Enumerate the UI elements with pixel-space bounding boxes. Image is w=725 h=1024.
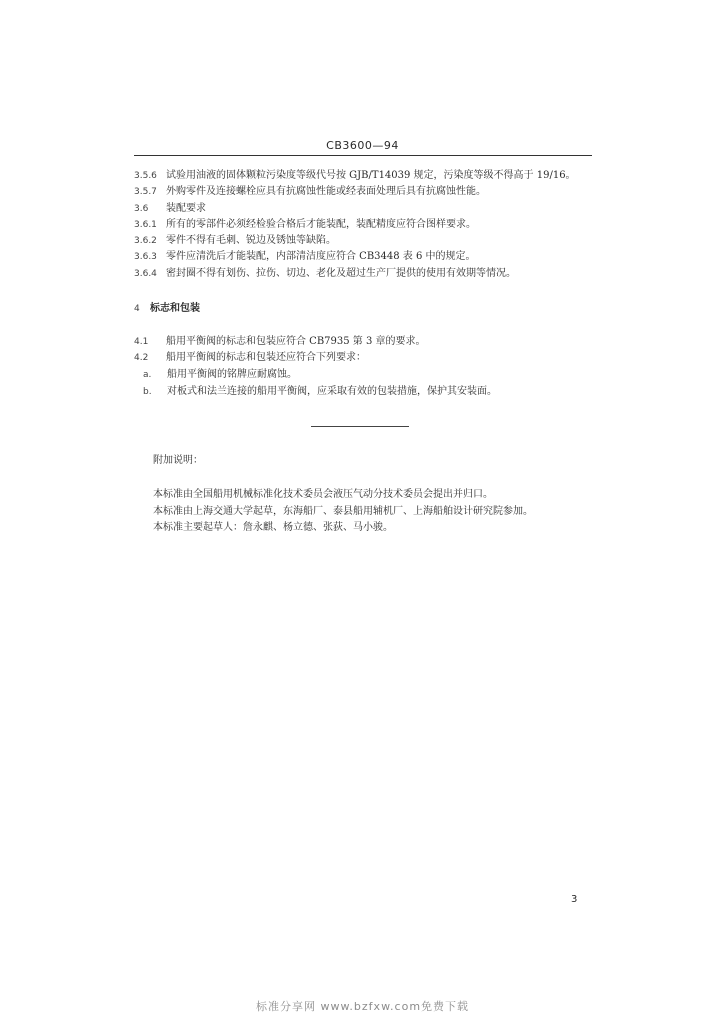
section-number: 4	[134, 304, 140, 314]
clause-4-2	[134, 352, 366, 364]
clause-text: 船用平衡阀的铭牌应耐腐蚀。	[167, 369, 297, 380]
notes-line: 本标准由全国船用机械标准化技术委员会液压气动分技术委员会提出并归口。	[153, 489, 493, 500]
clause-number: b.	[143, 387, 152, 397]
clause-number: 3.6.1	[134, 220, 157, 230]
clause-text: 所有的零部件必须经检验合格后才能装配，装配精度应符合图样要求。	[166, 219, 476, 230]
clause-number: 4.1	[134, 337, 149, 347]
clause-number: 3.5.6	[134, 171, 157, 181]
clause-4-1	[134, 336, 426, 348]
clause-number: 3.6.4	[134, 269, 157, 279]
clause-number: 3.6.3	[134, 252, 157, 262]
clause-number: 3.6.2	[134, 236, 157, 246]
end-rule	[311, 426, 409, 427]
clause-3-5-6	[134, 170, 576, 182]
clause-text: 船用平衡阀的标志和包装还应符合下列要求：	[166, 352, 366, 363]
clause-3-6	[134, 203, 206, 215]
clause-4-2-a	[143, 369, 297, 381]
clause-3-6-3	[134, 251, 476, 263]
notes-line: 本标准由上海交通大学起草，东海船厂、泰县船用辅机厂、上海船舶设计研究院参加。	[153, 506, 533, 517]
clause-text: 密封圈不得有划伤、拉伤、切边、老化及超过生产厂提供的使用有效期等情况。	[166, 268, 516, 279]
header-rule	[134, 155, 592, 156]
clause-text: 零件不得有毛刺、锐边及锈蚀等缺陷。	[166, 235, 336, 246]
clause-4-2-b	[143, 386, 497, 398]
section-4-heading	[134, 303, 200, 315]
clause-text: 装配要求	[166, 203, 206, 214]
clause-number: 3.5.7	[134, 187, 157, 197]
clause-text: 对板式和法兰连接的船用平衡阀，应采取有效的包装措施，保护其安装面。	[167, 386, 497, 397]
clause-text: 试验用油液的固体颗粒污染度等级代号按 GJB/T14039 规定，污染度等级不得高于 19/16。	[166, 170, 576, 181]
section-title: 标志和包装	[150, 303, 200, 314]
notes-line: 本标准主要起草人：詹永麒、杨立德、张荻、马小骏。	[153, 522, 393, 533]
clause-3-6-1	[134, 219, 476, 231]
notes-title: 附加说明：	[153, 455, 203, 466]
clause-3-6-2	[134, 235, 336, 247]
clause-text: 零件应清洗后才能装配，内部清洁度应符合 CB3448 表 6 中的规定。	[166, 251, 476, 262]
clause-3-6-4	[134, 268, 516, 280]
standard-code-header: CB3600—94	[326, 139, 399, 152]
clause-text: 外购零件及连接螺栓应具有抗腐蚀性能或经表面处理后具有抗腐蚀性能。	[166, 186, 486, 197]
clause-3-5-7	[134, 186, 486, 198]
page-number: 3	[571, 894, 578, 905]
watermark-footer: 标准分享网 www.bzfxw.com免费下载	[255, 1000, 470, 1013]
clause-number: 4.2	[134, 353, 149, 363]
clause-number: 3.6	[134, 204, 149, 214]
clause-text: 船用平衡阀的标志和包装应符合 CB7935 第 3 章的要求。	[166, 336, 426, 347]
clause-number: a.	[143, 370, 152, 380]
